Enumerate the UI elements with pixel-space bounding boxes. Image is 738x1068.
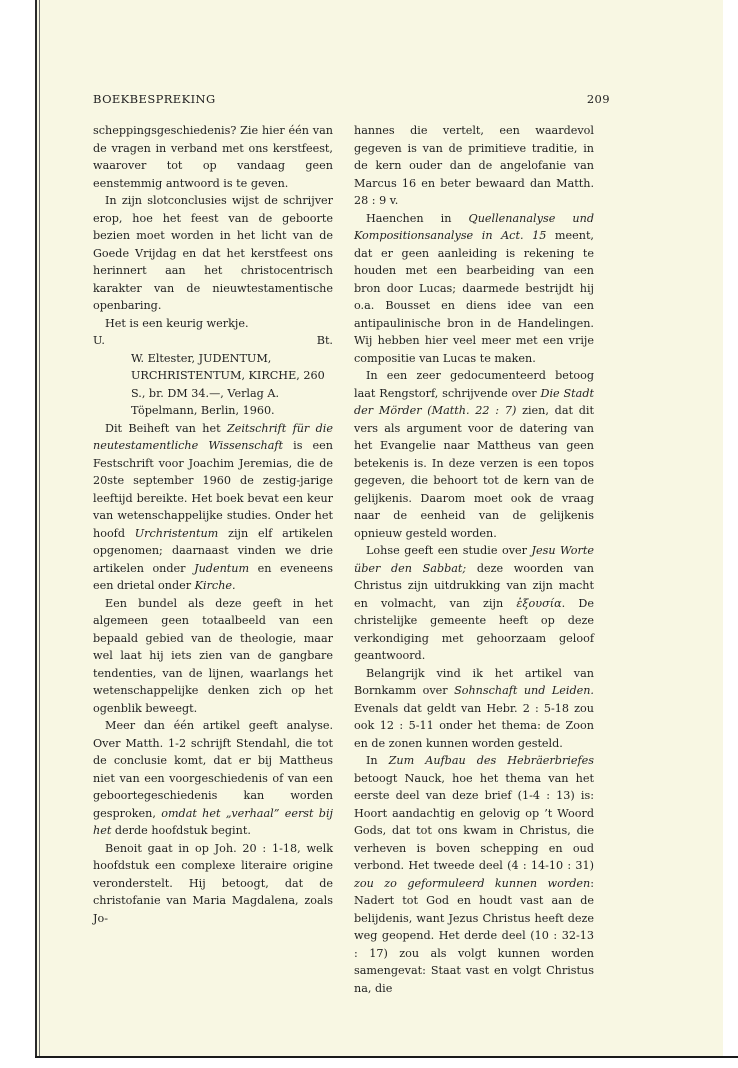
right-column [354, 122, 594, 997]
left-column [93, 122, 333, 927]
running-title: BOEKBESPREKING [93, 92, 216, 106]
review1-paragraph: Het is een keurig werkje. [105, 316, 249, 330]
review2-paragraph: hannes die vertelt, een waardevol gegeven is van de primitieve traditie, in de kern ouder dan de angelofanie van Marcus 16 en beter bewaard dan Matth. 28 : 9 v. [354, 124, 594, 207]
review2-paragraph: Meer dan één artikel geeft analyse. Over Matth. 1-2 schrijft Stendahl, die tot de conclusie komt, dat er bij Mattheus niet van een voorgeschiedenis of van een geboortegeschiedenis kan worden gesproken, omdat het „verhaal” eerst bij het derde hoofdstuk begint. [93, 719, 333, 837]
review2-paragraph: In een zeer gedocumenteerd betoog laat Rengstorf, schrijvende over Die Stadt der Mörder (Matth. 22 : 7) zien, dat dit vers als argument voor de datering van het Evangelie naar Mattheus van geen betekenis is. In deze verzen is een topos gegeven, die behoort tot de kern van de gelijkenis. Daarom moet ook de vraag naar de eenheid van de gelijkenis opnieuw gesteld worden. [354, 369, 594, 540]
review2-paragraph: Dit Beiheft van het Zeitschrift für die neutestamentliche Wissenschaft is een Festschrift voor Joachim Jeremias, die de 20ste september 1960 de zestig-jarige leeftijd bereikte. Het boek bevat een keur van wetenschappelijke studies. Onder het hoofd Urchristentum zijn elf artikelen opgenomen; daarnaast vinden we drie artikelen onder Judentum en eveneens een drietal onder Kirche. [93, 421, 333, 592]
signature-initial-right: Bt. [316, 334, 333, 347]
review1-signature [93, 332, 333, 350]
review2-paragraph: Belangrijk vind ik het artikel van Bornkamm over Sohnschaft und Leiden. Evenals dat geldt van Hebr. 2 : 5-18 zou ook 12 : 5-11 onder het thema: de Zoon en de zonen kunnen worden gesteld. [354, 666, 594, 750]
bibliographic-entry: W. Eltester, JUDENTUM, URCHRISTENTUM, KIRCHE, 260 S., br. DM 34.—, Verlag A. Töpelmann, Berlin, 1960. [131, 351, 325, 417]
review1-paragraph: scheppingsgeschiedenis? Zie hier één van de vragen in verband met ons kerstfeest, waarover tot op vandaag geen eenstemmig antwoord is te geven. [93, 124, 333, 190]
review2-paragraph: Een bundel als deze geeft in het algemeen geen totaalbeeld van een bepaald gebied van de theologie, maar wel laat hij iets zien van de gangbare tendenties, van de lijnen, waarlangs het wetenschappelijke denken zich op het ogenblik beweegt. [93, 596, 333, 715]
scan-edge-left [35, 0, 37, 1058]
scan-edge-bottom [35, 1056, 738, 1058]
review1-paragraph: In zijn slotconclusies wijst de schrijver erop, hoe het feest van de geboorte bezien moet worden in het licht van de Goede Vrijdag en dat het kerstfeest ons herinnert aan het christocentrisch karakter van de nieuwtestamentische openbaring. [93, 194, 333, 312]
review2-paragraph: In Zum Aufbau des Hebräerbriefes betoogt Nauck, hoe het thema van het eerste deel van deze brief (1-4 : 13) is: Hoort aandachtig en gelovig op ’t Woord Gods, dat tot ons kwam in Christus, die verheven is boven schepping en oud verbond. Het tweede deel (4 : 14-10 : 31) zou zo geformuleerd kunnen worden: Nadert tot God en houdt vast aan de belijdenis, want Jezus Christus heeft deze weg geopend. Het derde deel (10 : 32-13 : 17) zou als volgt kunnen worden samengevat: Staat vast en volgt Christus na, die [354, 754, 594, 995]
scan-edge-left-inner [39, 0, 40, 1058]
signature-initial-left: U. [93, 334, 105, 347]
page-number: 209 [586, 92, 610, 106]
review2-paragraph: Benoit gaat in op Joh. 20 : 1-18, welk hoofdstuk een complexe literaire origine veronderstelt. Hij betoogt, dat de christofanie van Maria Magdalena, zoals Jo- [93, 841, 333, 925]
review2-paragraph: Lohse geeft een studie over Jesu Worte über den Sabbat; deze woorden van Christus zijn uitdrukking van zijn macht en volmacht, van zijn ἐξουσία. De christelijke gemeente heeft op deze verkondiging met gehoorzaam geloof geantwoord. [354, 544, 595, 662]
review2-paragraph: Haenchen in Quellenanalyse und Kompositionsanalyse in Act. 15 meent, dat er geen aanleiding is rekening te houden met een bearbeiding van een bron door Lucas; daarmede bestrijdt hij o.a. Bousset en diens idee van een antipaulinische bron in de Handelingen. Wij hebben hier veel meer met een vrije compositie van Lucas te maken. [354, 211, 594, 365]
